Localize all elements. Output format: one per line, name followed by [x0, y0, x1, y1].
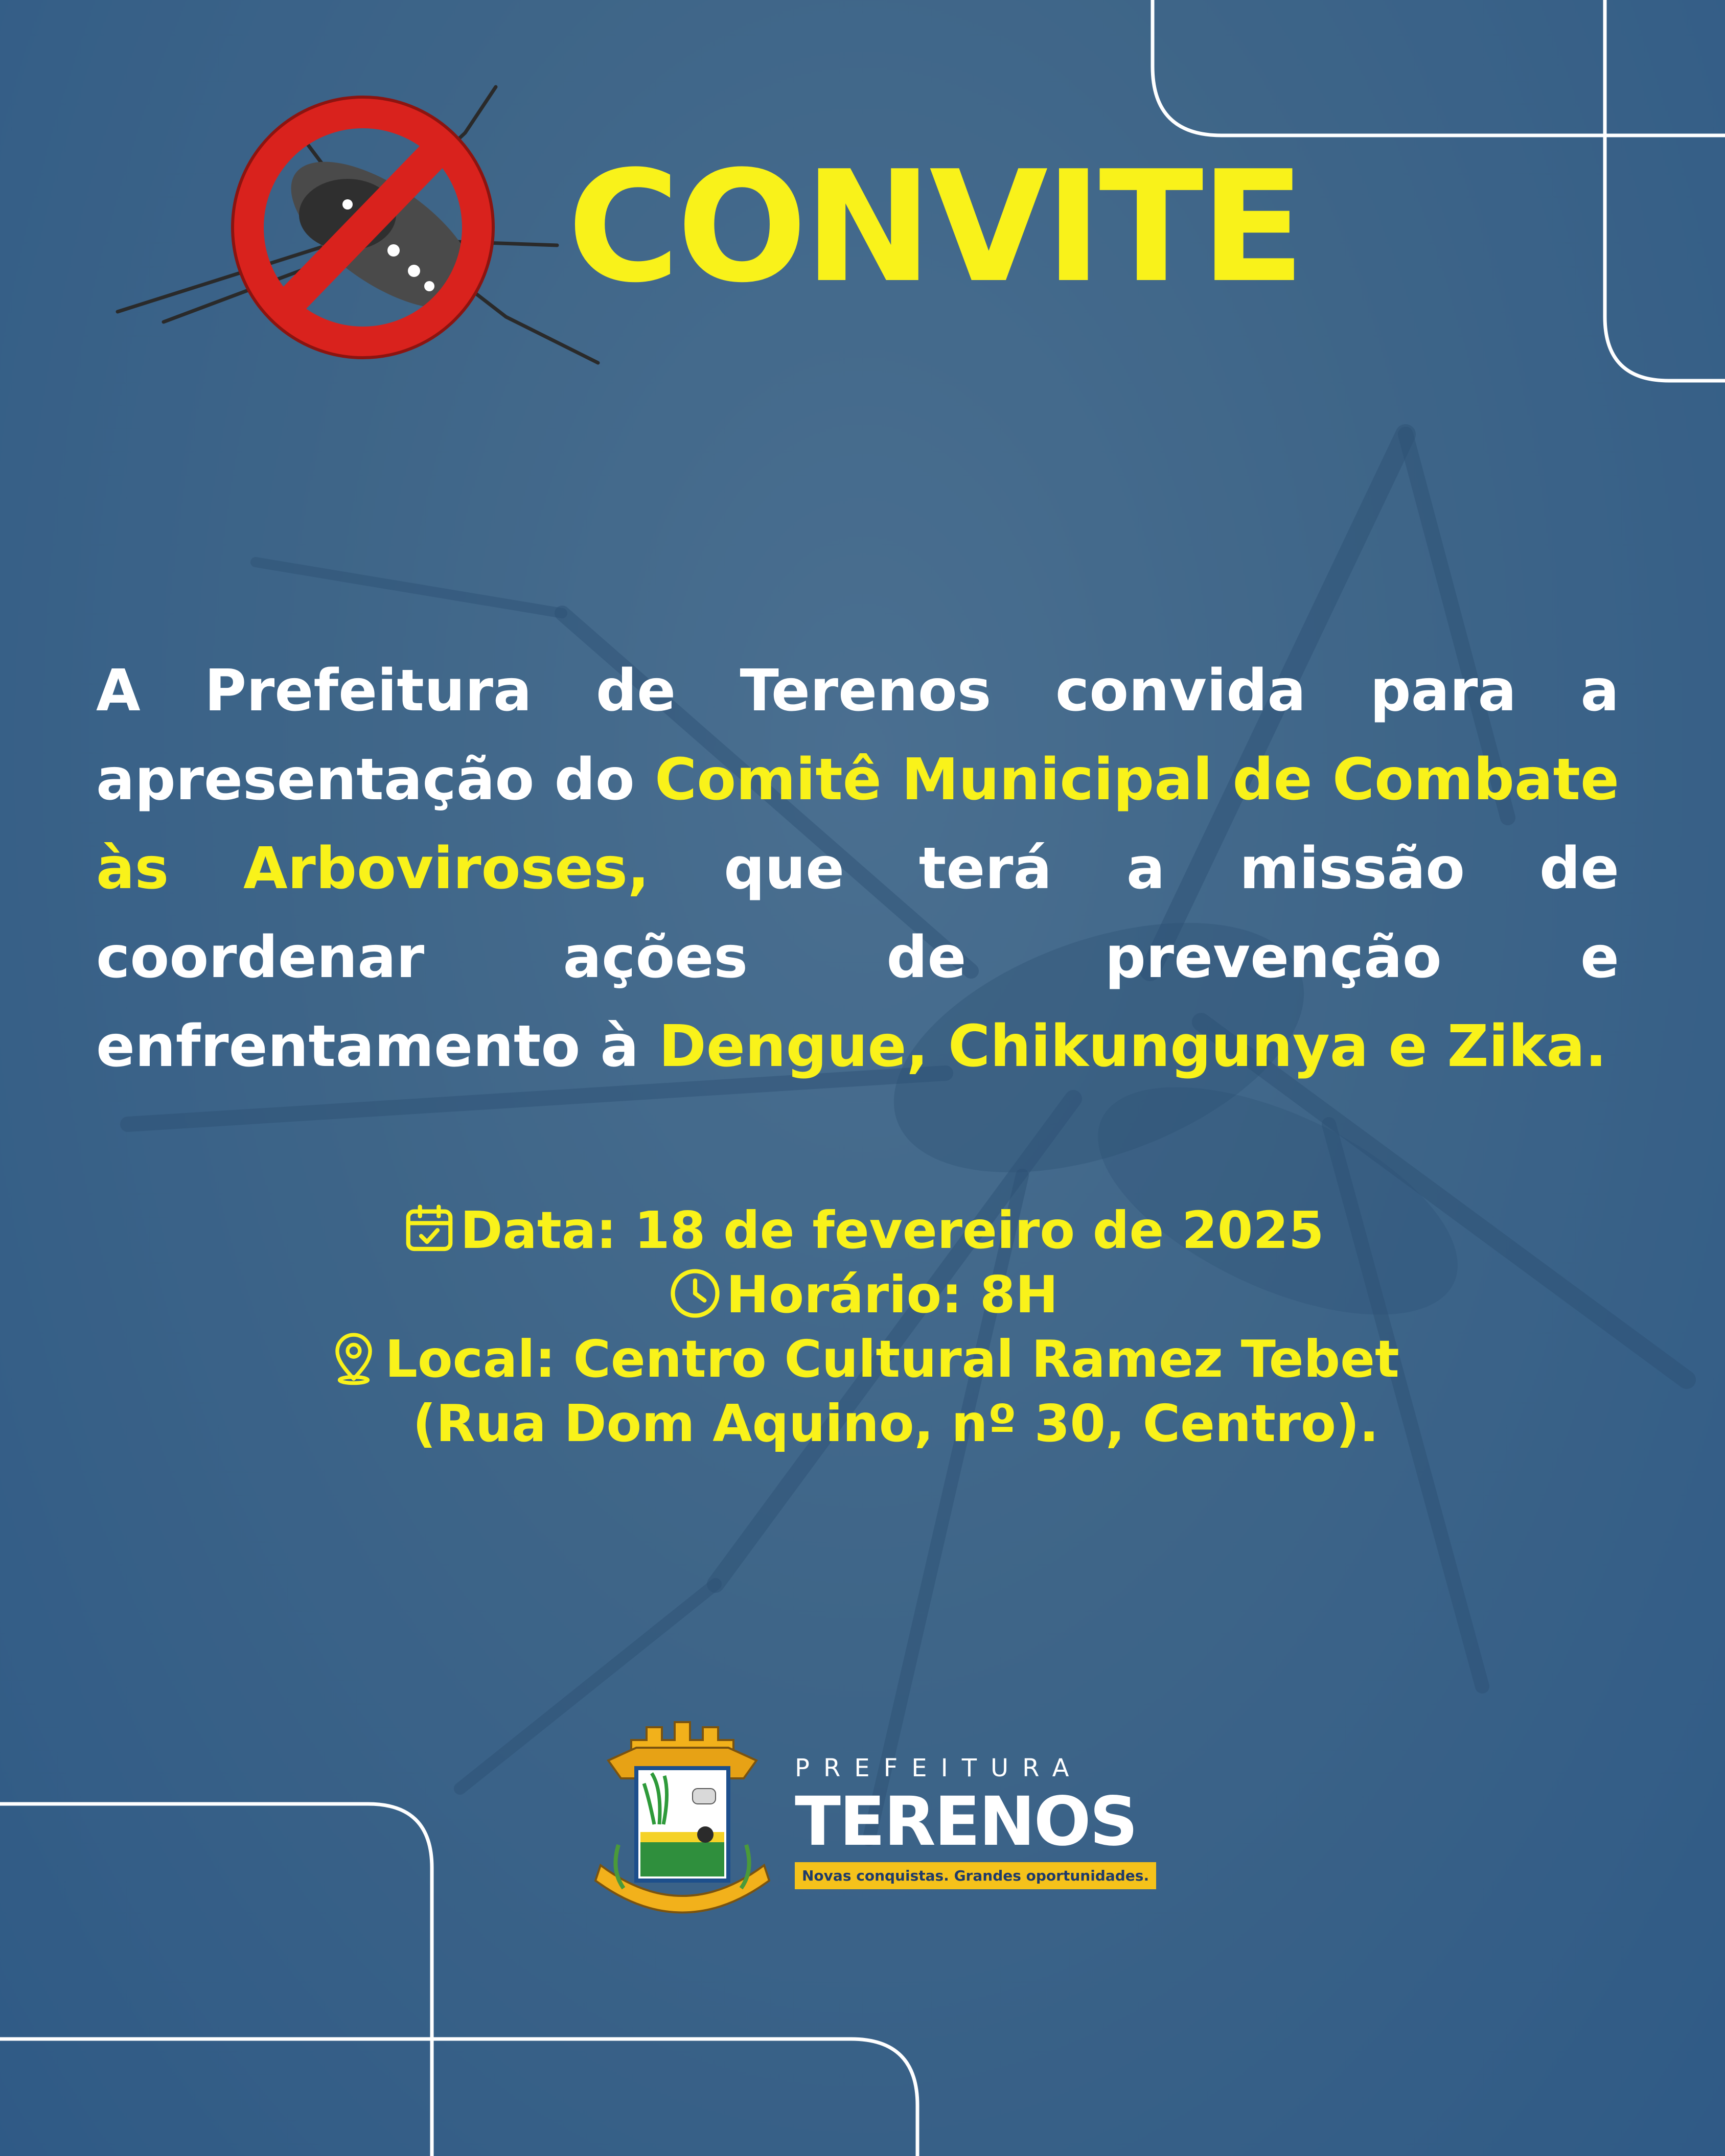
- diseases-list: Dengue, Chikungunya e Zika.: [658, 1013, 1607, 1080]
- event-address: (Rua Dom Aquino, nº 30, Centro).: [412, 1394, 1379, 1453]
- event-location-line: [102, 1327, 1623, 1392]
- invitation-text: [96, 646, 1619, 1091]
- municipal-crest: [588, 1712, 777, 1937]
- intro-text-part1: A Prefeitura de Terenos convida para a apresentação do: [96, 658, 1619, 813]
- brand-tagline: Novas conquistas. Grandes oportunidades.: [795, 1862, 1156, 1889]
- event-date: Data: 18 de fevereiro de 2025: [460, 1200, 1324, 1260]
- prefeitura-brand: [795, 1753, 1149, 1889]
- mosquito-ban-icon: [107, 77, 618, 383]
- event-details: [102, 1198, 1623, 1456]
- page-title: CONVITE: [567, 138, 1302, 316]
- clock-icon: [667, 1265, 723, 1322]
- calendar-icon: [401, 1201, 457, 1257]
- event-location: Local: Centro Cultural Ramez Tebet: [385, 1329, 1399, 1389]
- brand-prefix: PREFEITURA: [795, 1754, 1083, 1782]
- event-time-line: [102, 1263, 1623, 1327]
- intro-text-part2: que terá a missão de coordenar ações de prevenção e enfrentamento à: [96, 836, 1619, 1080]
- event-date-line: [102, 1198, 1623, 1263]
- event-time: Horário: 8H: [726, 1265, 1059, 1325]
- brand-name: TERENOS: [795, 1782, 1137, 1861]
- map-pin-icon: [326, 1330, 382, 1386]
- committee-name: Comitê Municipal de Combate às Arboviroses,: [96, 747, 1620, 902]
